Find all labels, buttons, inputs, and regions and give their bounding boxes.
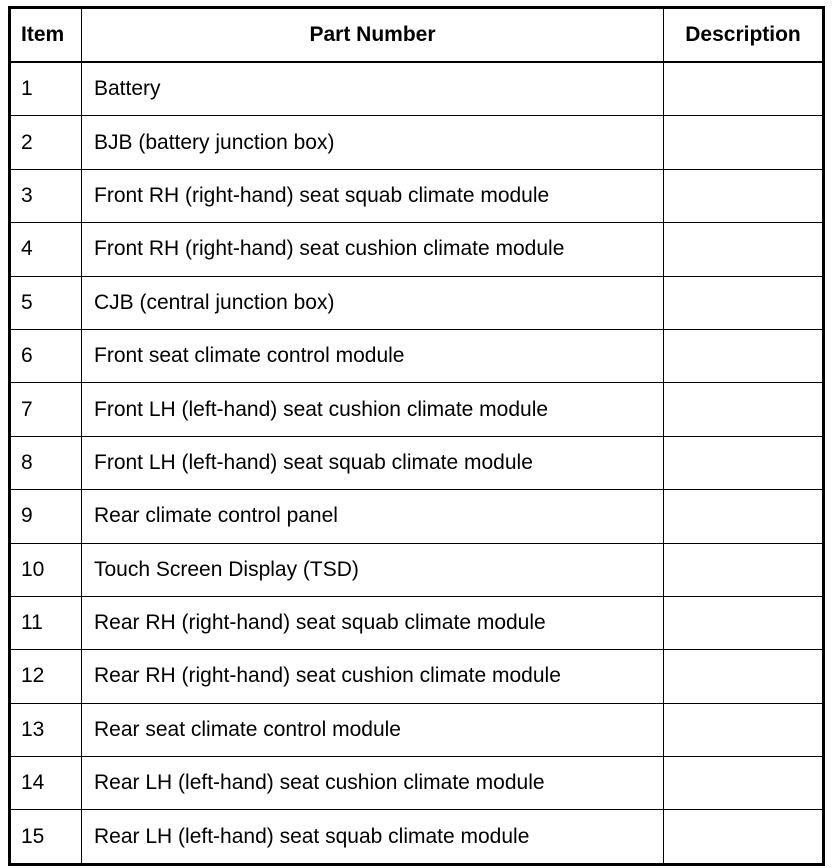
table-row xyxy=(10,490,824,543)
item-number-cell: 9 xyxy=(10,490,82,543)
item-number-cell: 10 xyxy=(10,543,82,596)
part-number-cell: Rear RH (right-hand) seat cushion climate module xyxy=(82,650,664,703)
part-number-cell: CJB (central junction box) xyxy=(82,276,664,329)
part-number-cell: BJB (battery junction box) xyxy=(82,116,664,169)
header-description: Description xyxy=(664,8,824,63)
part-number-cell: Rear LH (left-hand) seat cushion climate module xyxy=(82,757,664,810)
description-cell xyxy=(664,810,824,864)
table-row xyxy=(10,543,824,596)
description-cell xyxy=(664,490,824,543)
description-cell xyxy=(664,757,824,810)
table-row xyxy=(10,276,824,329)
item-number-cell: 2 xyxy=(10,116,82,169)
parts-table xyxy=(8,6,825,866)
item-number-cell: 7 xyxy=(10,383,82,436)
table-row xyxy=(10,757,824,810)
table-row xyxy=(10,116,824,169)
description-cell xyxy=(664,650,824,703)
item-number-cell: 13 xyxy=(10,703,82,756)
description-cell xyxy=(664,116,824,169)
table-row xyxy=(10,169,824,222)
part-number-cell: Touch Screen Display (TSD) xyxy=(82,543,664,596)
item-number-cell: 12 xyxy=(10,650,82,703)
table-row xyxy=(10,650,824,703)
description-cell xyxy=(664,329,824,382)
description-cell xyxy=(664,543,824,596)
item-number-cell: 3 xyxy=(10,169,82,222)
part-number-cell: Front LH (left-hand) seat squab climate module xyxy=(82,436,664,489)
table-row xyxy=(10,436,824,489)
item-number-cell: 5 xyxy=(10,276,82,329)
table-row xyxy=(10,703,824,756)
table-row xyxy=(10,329,824,382)
part-number-cell: Rear LH (left-hand) seat squab climate module xyxy=(82,810,664,864)
part-number-cell: Battery xyxy=(82,62,664,116)
part-number-cell: Front LH (left-hand) seat cushion climate module xyxy=(82,383,664,436)
part-number-cell: Rear RH (right-hand) seat squab climate module xyxy=(82,596,664,649)
part-number-cell: Rear seat climate control module xyxy=(82,703,664,756)
part-number-cell: Front RH (right-hand) seat squab climate module xyxy=(82,169,664,222)
item-number-cell: 11 xyxy=(10,596,82,649)
part-number-cell: Rear climate control panel xyxy=(82,490,664,543)
part-number-cell: Front seat climate control module xyxy=(82,329,664,382)
part-number-cell: Front RH (right-hand) seat cushion climate module xyxy=(82,223,664,276)
table-row xyxy=(10,223,824,276)
item-number-cell: 8 xyxy=(10,436,82,489)
item-number-cell: 1 xyxy=(10,62,82,116)
header-item: Item xyxy=(10,8,82,63)
table-row xyxy=(10,810,824,864)
description-cell xyxy=(664,276,824,329)
table-row xyxy=(10,596,824,649)
table-header xyxy=(10,8,824,63)
item-number-cell: 15 xyxy=(10,810,82,864)
header-part-number: Part Number xyxy=(82,8,664,63)
description-cell xyxy=(664,383,824,436)
item-number-cell: 14 xyxy=(10,757,82,810)
description-cell xyxy=(664,436,824,489)
table-row xyxy=(10,383,824,436)
description-cell xyxy=(664,703,824,756)
item-number-cell: 6 xyxy=(10,329,82,382)
table-body xyxy=(10,62,824,864)
description-cell xyxy=(664,223,824,276)
description-cell xyxy=(664,596,824,649)
header-row xyxy=(10,8,824,63)
item-number-cell: 4 xyxy=(10,223,82,276)
description-cell xyxy=(664,169,824,222)
table-row xyxy=(10,62,824,116)
description-cell xyxy=(664,62,824,116)
